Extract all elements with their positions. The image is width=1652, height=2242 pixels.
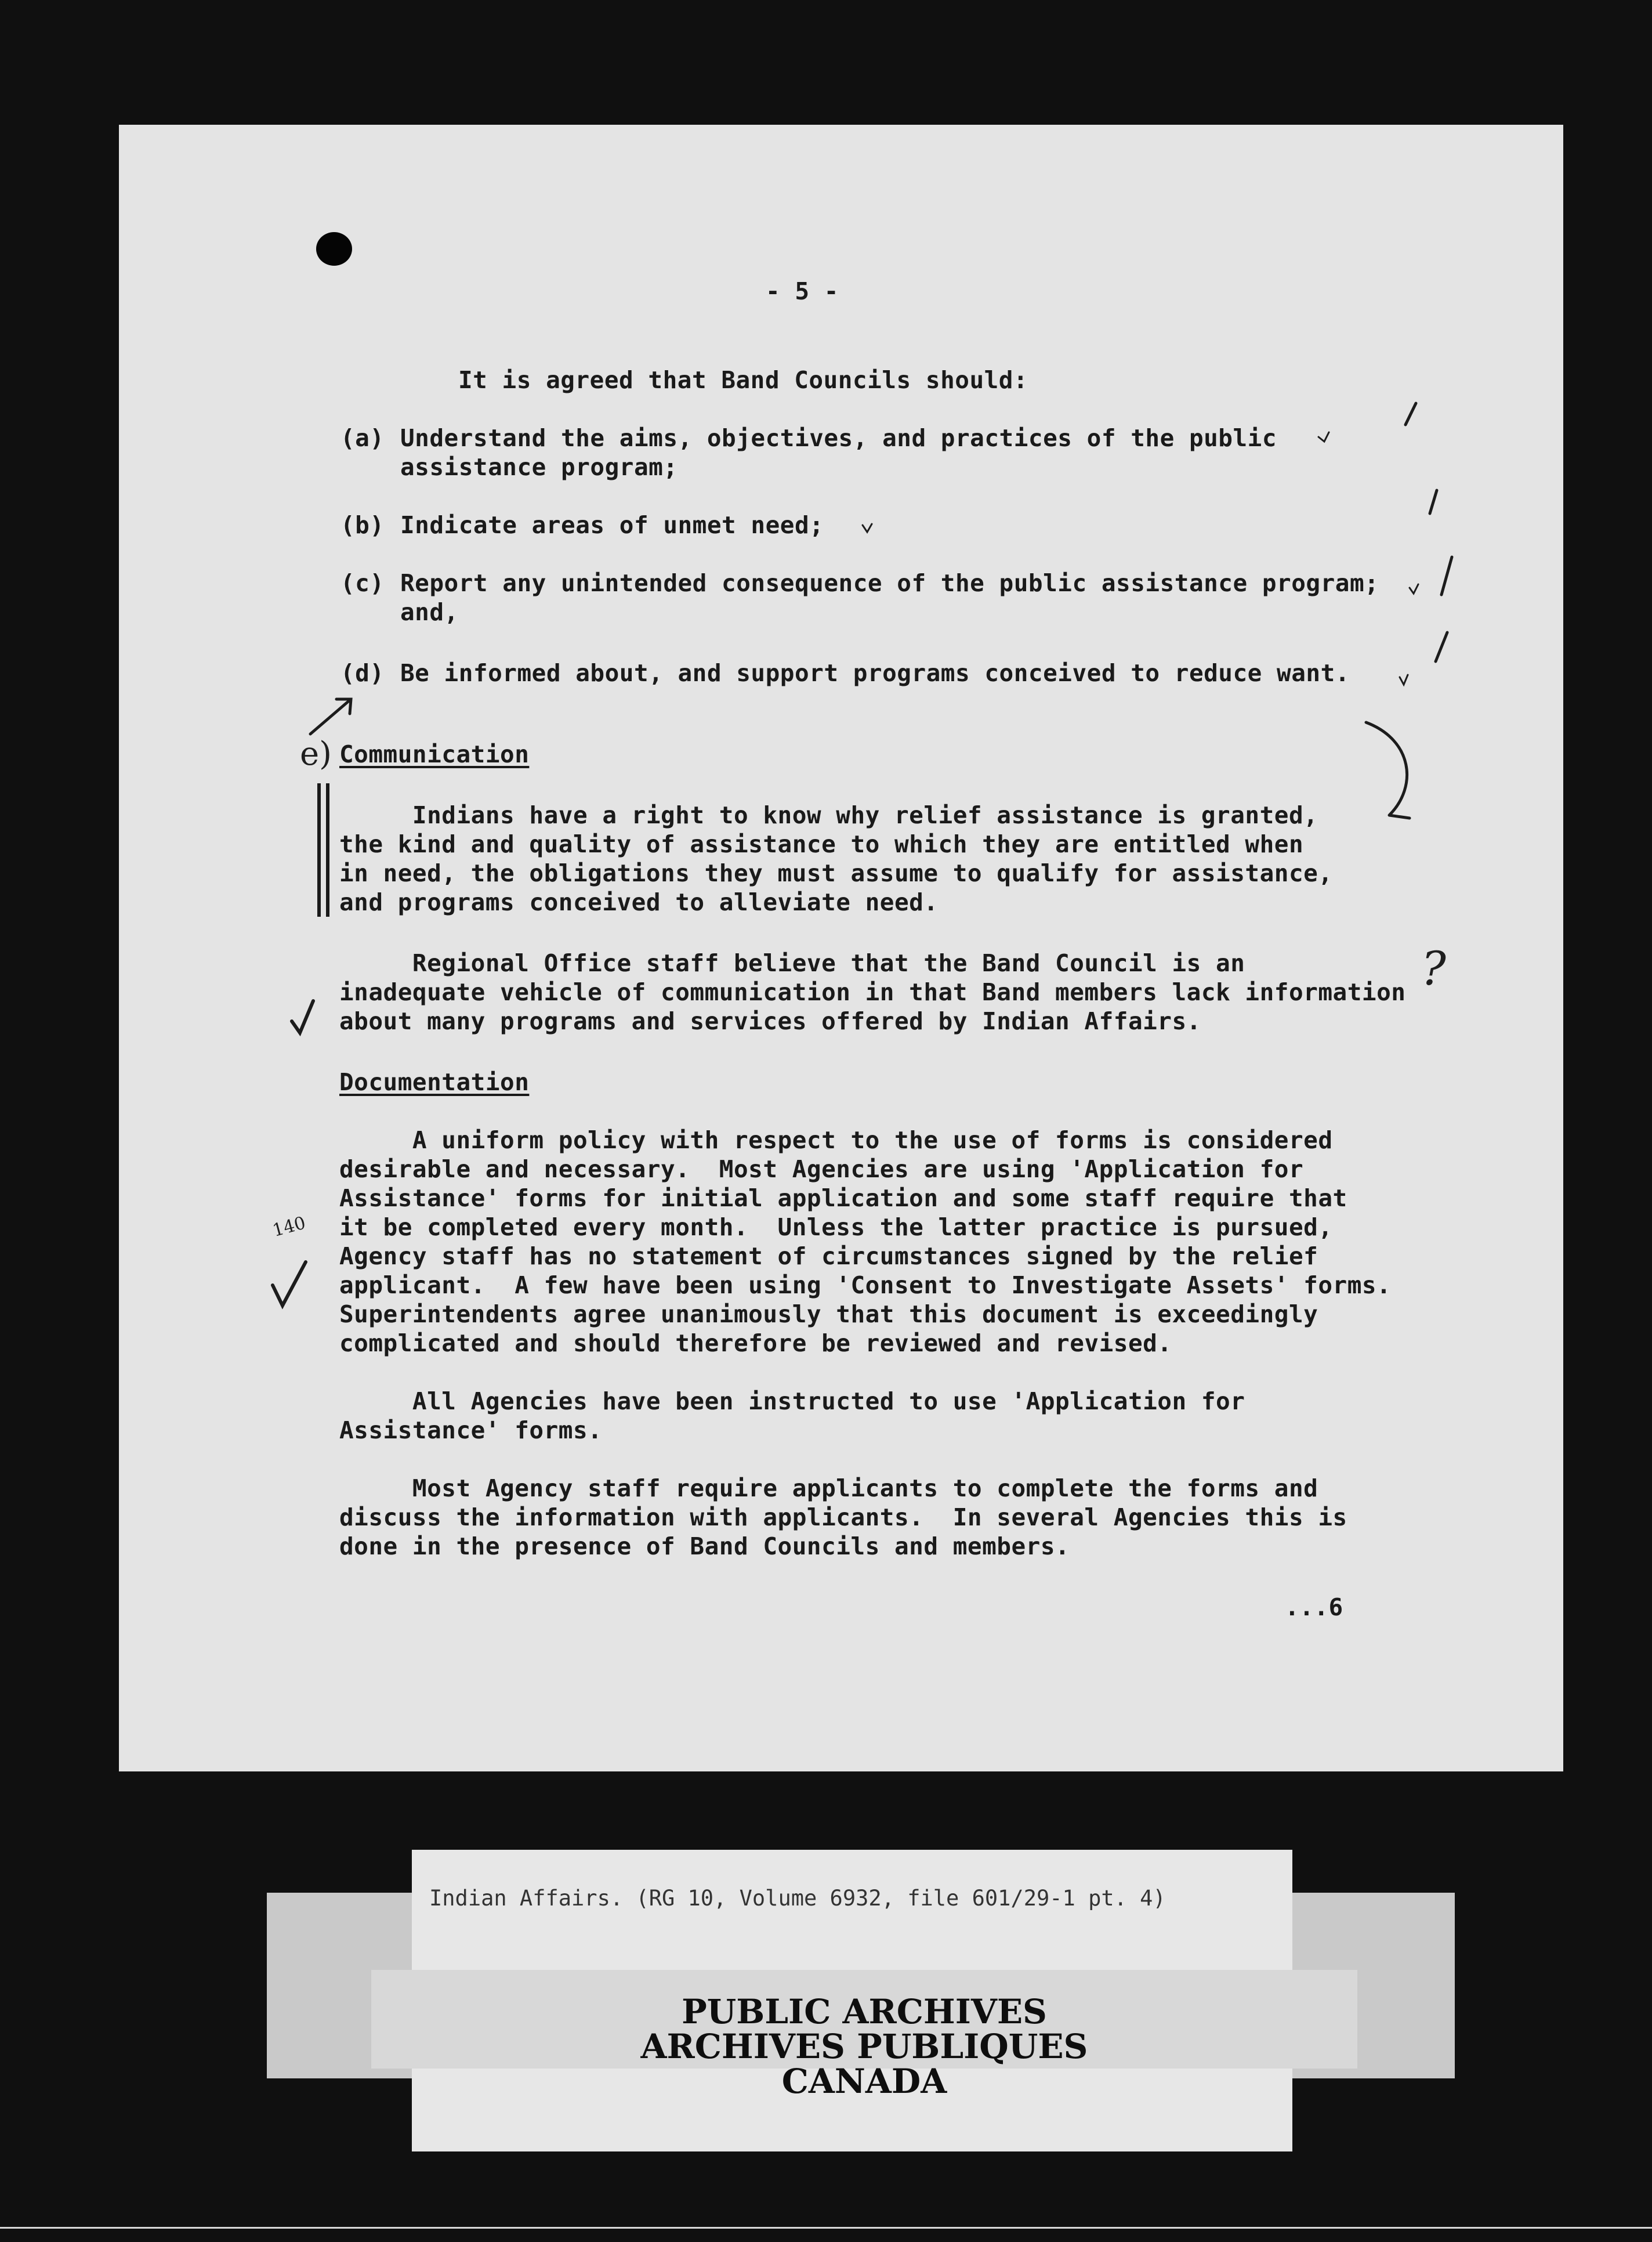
documentation-para1-line7: Superintendents agree unanimously that this document is exceedingly <box>339 1300 1318 1328</box>
insert-arrow <box>310 699 351 734</box>
curved-arrow <box>1366 722 1410 818</box>
tick-mark-b <box>863 524 872 532</box>
list-item-c-line1: Report any unintended consequence of the public assistance program; <box>400 569 1379 597</box>
list-item-b-line1: Indicate areas of unmet need; <box>400 511 824 539</box>
page-number: - 5 - <box>766 277 839 305</box>
continuation-marker: ...6 <box>1285 1593 1343 1621</box>
documentation-para2-line1: All Agencies have been instructed to use 'Application for <box>339 1387 1245 1415</box>
documentation-para1-line1: A uniform policy with respect to the use of forms is considered <box>339 1126 1333 1154</box>
communication-para2-line3: about many programs and services offered by Indian Affairs. <box>339 1007 1201 1035</box>
documentation-para1-line5: Agency staff has no statement of circumstances signed by the relief <box>339 1242 1318 1270</box>
check-mark-regional <box>292 1001 313 1033</box>
list-marker-d: (d) <box>340 659 385 687</box>
list-marker-c: (c) <box>340 569 385 597</box>
archive-stamp-line3: CANADA <box>781 2062 947 2101</box>
communication-para1-line2: the kind and quality of assistance to which they are entitled when <box>339 830 1304 858</box>
handwritten-question-mark: ? <box>1421 942 1446 996</box>
list-item-a-line2: assistance program; <box>400 453 678 481</box>
archive-citation: Indian Affairs. (RG 10, Volume 6932, file 601/29-1 pt. 4) <box>429 1886 1166 1911</box>
communication-heading: Communication <box>339 740 530 768</box>
documentation-para2-line2: Assistance' forms. <box>339 1416 603 1444</box>
documentation-para3-line1: Most Agency staff require applicants to complete the forms and <box>339 1474 1318 1502</box>
archive-stamp-line2: ARCHIVES PUBLIQUES <box>640 2027 1088 2066</box>
list-marker-a: (a) <box>340 424 385 452</box>
documentation-para3-line3: done in the presence of Band Councils and members. <box>339 1532 1070 1560</box>
check-mark-c <box>1441 557 1452 595</box>
check-mark-d <box>1436 632 1447 661</box>
documentation-para3-line2: discuss the information with applicants. In several Agencies this is <box>339 1503 1347 1531</box>
tick-mark-d <box>1400 675 1408 685</box>
archive-stamp-line1: PUBLIC ARCHIVES <box>682 1992 1047 2031</box>
intro-line: It is agreed that Band Councils should: <box>458 366 1028 394</box>
tick-mark-a <box>1318 432 1329 442</box>
documentation-para1-line6: applicant. A few have been using 'Consent to Investigate Assets' forms. <box>339 1271 1392 1299</box>
communication-para1-line3: in need, the obligations they must assume to qualify for assistance, <box>339 859 1333 887</box>
list-item-c-line2: and, <box>400 598 459 626</box>
documentation-para1-line4: it be completed every month. Unless the latter practice is pursued, <box>339 1213 1333 1241</box>
handwritten-e-mark: e) <box>300 735 332 773</box>
communication-para2-line2: inadequate vehicle of communication in that Band members lack information <box>339 978 1406 1006</box>
list-marker-b: (b) <box>340 511 385 539</box>
documentation-heading: Documentation <box>339 1068 530 1096</box>
check-mark-a <box>1405 403 1416 425</box>
communication-para1-line1: Indians have a right to know why relief assistance is granted, <box>339 801 1318 829</box>
document-page <box>119 125 1563 1771</box>
list-item-d-line1: Be informed about, and support programs conceived to reduce want. <box>400 659 1350 687</box>
documentation-para1-line3: Assistance' forms for initial application and some staff require that <box>339 1184 1347 1212</box>
handwritten-margin-number: 140 <box>270 1213 308 1241</box>
list-item-a-line1: Understand the aims, objectives, and practices of the public <box>400 424 1277 452</box>
communication-para1-line4: and programs conceived to alleviate need. <box>339 888 939 916</box>
communication-para2-line1: Regional Office staff believe that the Band Council is an <box>339 949 1245 977</box>
frame-bottom-line <box>0 2227 1652 2229</box>
documentation-para1-line2: desirable and necessary. Most Agencies are using 'Application for <box>339 1155 1304 1183</box>
tick-mark-c <box>1410 584 1418 594</box>
handwriting-overlay <box>119 125 1563 1771</box>
documentation-para1-line8: complicated and should therefore be reviewed and revised. <box>339 1329 1172 1357</box>
check-mark-b <box>1430 490 1437 514</box>
check-mark-documentation <box>273 1262 306 1306</box>
